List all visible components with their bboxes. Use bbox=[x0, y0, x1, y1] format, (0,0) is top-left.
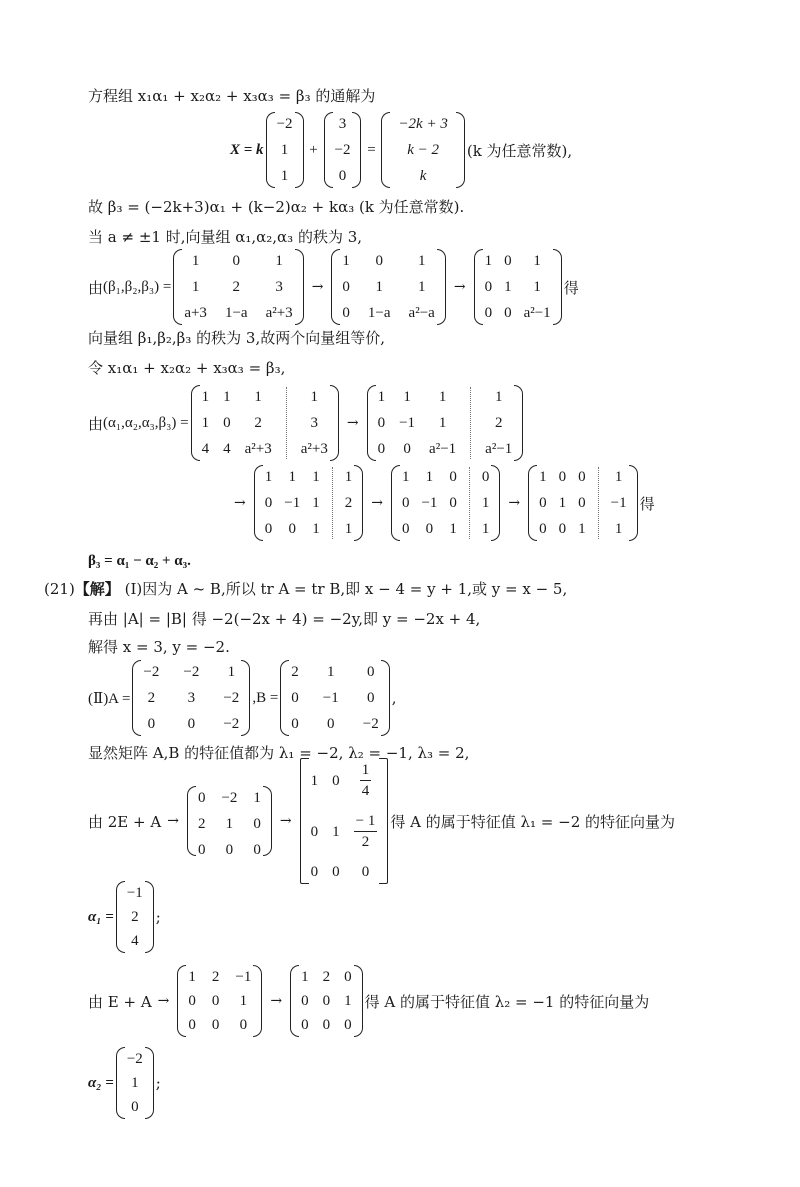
q21-part1-line3: 解得 x = 3, y = −2. bbox=[88, 638, 230, 656]
question-number: (21) bbox=[44, 580, 75, 598]
arrow-icon: → bbox=[508, 495, 521, 511]
alpha1-vector: −1 2 4 bbox=[116, 881, 154, 953]
beta-matrix-2: 1 0 1 0 1 1 0 1−a a²−a bbox=[331, 249, 445, 325]
vector-v1 bbox=[266, 112, 304, 188]
arbitrary-constant-note: (k 为任意常数), bbox=[466, 141, 573, 160]
text-line-beta3-expression: 故 β₃ = (−2k+3)α₁ + (k−2)α₂ + kα₃ (k 为任意常数). bbox=[88, 198, 465, 216]
alpha-matrix-1: 1 1 1 1 1 0 2 3 4 4 a²+3 a²+3 bbox=[191, 385, 339, 461]
text-line-beta3-result: β₃ = α₁ − α₂ + α₃. bbox=[88, 553, 191, 569]
eigenvector-alpha2: α₂ = −2 1 0 ; bbox=[88, 1050, 161, 1116]
arrow-icon: → bbox=[270, 993, 283, 1009]
matrix-2E-plus-A-reduced: 1 0 $\frac{1}{4}$ 0 1 $\frac{- 1}{2}$ 0 0 0 bbox=[300, 758, 389, 884]
alpha-row-reduction-1: 由 (α₁,α₂,α₃,β₃) = 1 1 1 1 1 0 2 3 4 4 a²+3 a²+3 → 1 1 1 1 0 −1 1 2 0 0 a²−1 a²−1 bbox=[88, 385, 525, 461]
vector-v2: 3 −2 0 bbox=[324, 112, 362, 188]
beta-matrix-1: 1 0 1 1 2 3 a+3 1−a a²+3 bbox=[173, 249, 303, 325]
q21-matrices-A-B: (Ⅱ)A = −2 −2 1 2 3 −2 0 0 −2 ,B = 2 1 0 0 −1 0 0 0 −2 , bbox=[88, 660, 397, 736]
text-line-general-solution-intro: 方程组 x₁α₁ + x₂α₂ + x₃α₃ = β₃ 的通解为 bbox=[88, 87, 376, 105]
beta-matrix-3: 1 0 1 0 1 1 0 0 a²−1 bbox=[474, 249, 562, 325]
eigenvector-alpha1: α₁ = −1 2 4 ; bbox=[88, 884, 161, 950]
q21-part1-line1: (Ⅰ)因为 A ~ B,所以 tr A = tr B,即 x − 4 = y + 1,或 y = x − 5, bbox=[124, 580, 568, 598]
alpha-matrix-5: 1 0 0 1 0 1 0 −1 0 0 1 1 bbox=[528, 465, 637, 541]
lhs-label: X = k bbox=[230, 141, 264, 158]
beta-row-reduction: 由 (β₁,β₂,β₃) = 1 0 1 1 2 3 a+3 1−a a²+3 → 1 0 1 0 1 1 0 1−a a²−a → 1 0 1 0 1 1 0 0 a²−1 得 bbox=[88, 253, 579, 321]
alpha2-vector: −2 1 0 bbox=[116, 1047, 154, 1119]
fraction-one-quarter: $\frac{1}{4}$ bbox=[361, 762, 370, 799]
q21-header bbox=[44, 579, 567, 599]
arrow-icon: → bbox=[453, 279, 466, 295]
alpha-matrix-3: 1 1 1 1 0 −1 1 2 0 0 1 1 bbox=[254, 465, 363, 541]
alpha-matrix-2: 1 1 1 1 0 −1 1 2 0 0 a²−1 a²−1 bbox=[367, 385, 524, 461]
general-solution-equation: X = k −2 1 1 + 3 −2 0 = −2k + 3 k − 2 k (k 为任意常数), bbox=[230, 112, 572, 188]
alpha-row-reduction-2: → 1 1 1 1 0 −1 1 2 0 0 1 1 → 1 1 0 0 0 −1 0 1 0 0 1 1 → 1 0 0 1 0 1 0 −1 0 0 1 1 得 bbox=[228, 465, 655, 541]
arrow-icon: → bbox=[279, 813, 292, 829]
reduction-E-plus-A: 由 E + A → 1 2 −1 0 0 1 0 0 0 → 1 2 0 0 0 1 0 0 0 得 A 的属于特征值 λ₂ = −1 的特征向量为 bbox=[88, 968, 649, 1034]
alpha-matrix-4: 1 1 0 0 0 −1 0 1 0 0 1 1 bbox=[391, 465, 500, 541]
vector-v3: −2k + 3 k − 2 k bbox=[381, 112, 464, 188]
solution-tag: 【解】 bbox=[74, 580, 120, 598]
arrow-icon: → bbox=[371, 495, 383, 511]
arrow-icon: → bbox=[234, 495, 246, 511]
arrow-icon: → bbox=[157, 993, 170, 1009]
q21-eigenvalues: 显然矩阵 A,B 的特征值都为 λ₁ = −2, λ₂ = −1, λ₃ = 2, bbox=[88, 744, 470, 762]
reduction-2E-plus-A: 由 2E + A → 0 −2 1 2 1 0 0 0 0 → 1 0 $\frac{1}{4}$ 0 1 $\frac{- 1}{2}$ 0 0 0 得 A 的属于特征值 λ₁ = −2 的特征向量为 bbox=[88, 765, 675, 877]
text-line-let-equation: 令 x₁α₁ + x₂α₂ + x₃α₃ = β₃, bbox=[88, 359, 286, 377]
q21-part1-line2: 再由 |A| = |B| 得 −2(−2x + 4) = −2y,即 y = −2x + 4, bbox=[88, 610, 481, 628]
arrow-icon: → bbox=[311, 279, 324, 295]
text-line-equivalence: 向量组 β₁,β₂,β₃ 的秩为 3,故两个向量组等价, bbox=[88, 329, 385, 347]
matrix-2E-plus-A: 0 −2 1 2 1 0 0 0 0 bbox=[187, 786, 272, 856]
matrix-A: −2 −2 1 2 3 −2 0 0 −2 bbox=[132, 660, 250, 736]
arrow-icon: → bbox=[346, 415, 359, 431]
arrow-icon: → bbox=[167, 813, 179, 829]
matrix-E-plus-A: 1 2 −1 0 0 1 0 0 0 bbox=[177, 965, 262, 1037]
text-line-rank-condition: 当 a ≠ ±1 时,向量组 α₁,α₂,α₃ 的秩为 3, bbox=[88, 228, 363, 246]
matrix-E-plus-A-reduced: 1 2 0 0 0 1 0 0 0 bbox=[290, 965, 363, 1037]
vector-v1-grid: −2 1 1 bbox=[276, 116, 293, 184]
matrix-B: 2 1 0 0 −1 0 0 0 −2 bbox=[280, 660, 389, 736]
fraction-minus-one-half: $\frac{- 1}{2}$ bbox=[355, 813, 376, 850]
